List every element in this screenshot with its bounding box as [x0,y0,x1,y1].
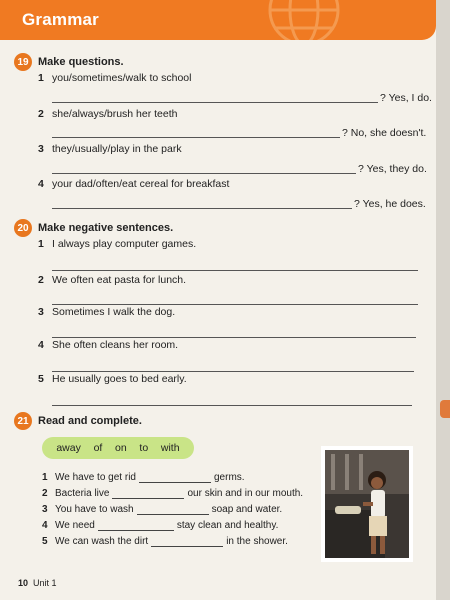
question-prompt: she/always/brush her teeth [52,108,178,120]
item-number: 5 [42,536,48,547]
completion-before: We need [55,520,95,531]
completion-before: We have to get rid [55,472,136,483]
item-number: 4 [38,178,44,190]
item-number: 4 [42,520,48,531]
completion-item [42,504,282,515]
question-item [38,108,178,120]
exercise-instruction: Make questions. [38,56,124,68]
word-bank-word: on [115,442,127,454]
completion-after: germs. [213,472,245,483]
completion-before: We can wash the dirt [55,536,149,547]
answer-line[interactable] [52,173,356,174]
fill-blank[interactable] [98,521,174,531]
answer-line[interactable] [52,337,416,338]
item-number: 2 [38,274,44,286]
answer-line[interactable] [52,137,340,138]
answer-line[interactable] [52,270,418,271]
completion-after: our skin and in our mouth. [187,488,304,499]
photo-girl-washing-hands [321,446,413,562]
answer-line[interactable] [52,304,418,305]
answer-line[interactable] [52,405,412,406]
item-number: 2 [38,108,44,120]
grammar-header [0,0,436,40]
sentence-item [38,274,186,286]
item-number: 1 [38,72,44,84]
sentence-item [38,339,178,351]
item-number: 1 [38,238,44,250]
exercise-19-heading [14,53,124,71]
item-number: 4 [38,339,44,351]
next-page-edge [436,0,450,600]
completion-before: You have to wash [55,504,134,515]
word-bank [42,437,194,459]
fill-blank[interactable] [139,473,211,483]
item-number: 3 [38,306,44,318]
word-bank-word: away [56,442,81,454]
question-prompt: your dad/often/eat cereal for breakfast [52,178,230,190]
exercise-instruction: Read and complete. [38,415,142,427]
page-title: Grammar [22,10,99,29]
sentence-item [38,373,187,385]
question-reply: ? Yes, I do. [380,92,432,104]
item-number: 5 [38,373,44,385]
globe-watermark-icon [244,0,364,40]
sentence-text: I always play computer games. [52,238,197,250]
completion-after: stay clean and healthy. [176,520,279,531]
word-bank-word: with [160,442,180,454]
completion-item [42,472,245,483]
word-bank-word: to [139,442,149,454]
question-reply: ? Yes, they do. [358,163,427,175]
sentence-item [38,306,175,318]
exercise-number-badge: 19 [14,53,32,71]
completion-after: soap and water. [211,504,283,515]
answer-line[interactable] [52,102,378,103]
exercise-number-badge: 20 [14,219,32,237]
fill-blank[interactable] [151,537,223,547]
answer-line[interactable] [52,371,414,372]
question-prompt: you/sometimes/walk to school [52,72,192,84]
sentence-text: He usually goes to bed early. [52,373,187,385]
word-bank-word: of [93,442,103,454]
question-reply: ? No, she doesn't. [342,127,427,139]
answer-line[interactable] [52,208,352,209]
fill-blank[interactable] [112,489,184,499]
sentence-text: She often cleans her room. [52,339,179,351]
exercise-20-heading [14,219,173,237]
completion-item [42,520,278,531]
question-reply: ? Yes, he does. [354,198,426,210]
question-item [38,143,182,155]
question-item [38,178,229,190]
sentence-text: We often eat pasta for lunch. [52,274,187,286]
completion-before: Bacteria live [55,488,110,499]
page-number: 10 [18,578,29,588]
completion-item [42,488,303,499]
item-number: 3 [38,143,44,155]
fill-blank[interactable] [137,505,209,515]
exercise-instruction: Make negative sentences. [38,222,174,234]
completion-item [42,536,288,547]
sentence-text: Sometimes I walk the dog. [52,306,176,318]
item-number: 3 [42,504,48,515]
question-prompt: they/usually/play in the park [52,143,182,155]
item-number: 1 [42,472,48,483]
page-footer [18,578,57,588]
question-item [38,72,191,84]
page-tab [440,400,450,418]
sentence-item [38,238,196,250]
item-number: 2 [42,488,48,499]
bathroom-illustration [325,450,409,558]
exercise-21-heading [14,412,142,430]
unit-label: Unit 1 [33,578,57,588]
exercise-number-badge: 21 [14,412,32,430]
completion-after: in the shower. [226,536,288,547]
